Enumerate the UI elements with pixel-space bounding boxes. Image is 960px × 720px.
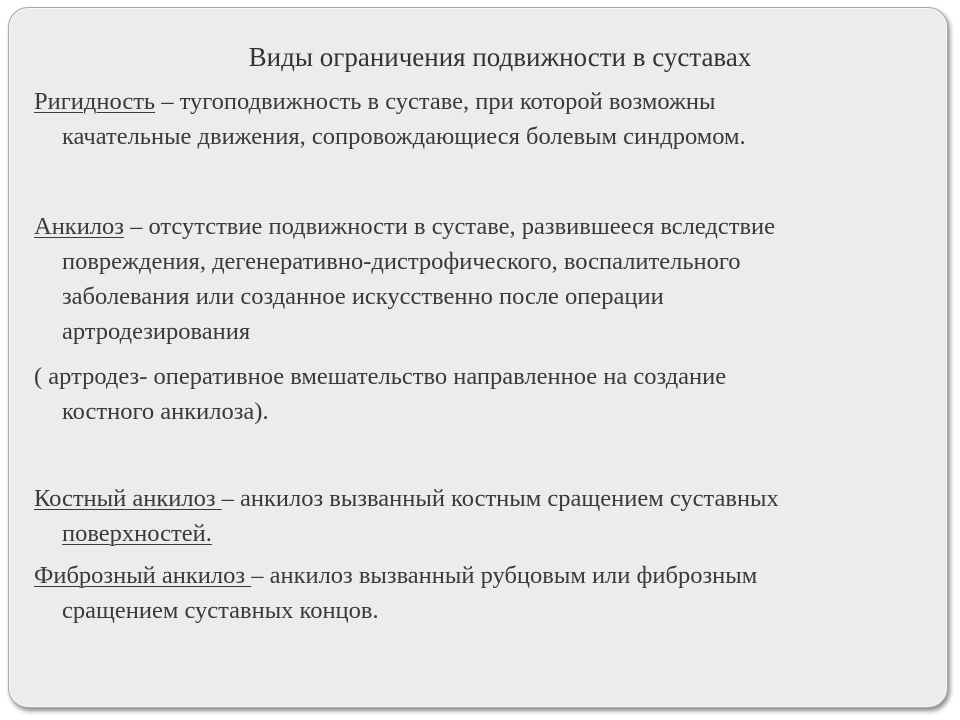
term-fibrous-ankylosis: Фиброзный анкилоз: [34, 562, 252, 589]
definition-bony-ankylosis: [34, 481, 934, 551]
definition-continuation: качательные движения, сопровождающиеся болевым синдромом.: [62, 123, 746, 150]
definition-text: – тугоподвижность в суставе, при которой возможны: [155, 88, 716, 115]
definition-fibrous-ankylosis: [34, 558, 934, 628]
definition-line: [34, 84, 934, 119]
term-ankylosis: Анкилоз: [34, 213, 124, 240]
definition-line: ( артродез- оперативное вмешательство направленное на создание: [34, 363, 727, 390]
definition-text: – анкилоз вызванный костным сращением суставных: [221, 485, 779, 512]
definition-text: – анкилоз вызванный рубцовым или фиброзным: [251, 562, 758, 589]
definition-ankylosis: [34, 209, 934, 349]
term-bony-ankylosis: Костный анкилоз: [34, 485, 222, 512]
term-continuation: поверхностей.: [62, 520, 212, 547]
definition-line: [34, 209, 934, 244]
definition-continuation: повреждения, дегенеративно-дистрофического, воспалительного: [62, 248, 741, 275]
definition-rigidity: [34, 84, 934, 154]
slide-title: Виды ограничения подвижности в суставах: [248, 42, 752, 72]
definition-continuation: [34, 516, 934, 551]
definition-continuation: костного анкилоза).: [62, 398, 269, 425]
definition-line: [34, 481, 934, 516]
definition-continuation: заболевания или созданное искусственно после операции: [62, 283, 664, 310]
definition-continuation: артродезирования: [62, 318, 251, 345]
definition-line: [34, 558, 934, 593]
definition-continuation: сращением суставных концов.: [62, 597, 379, 624]
term-rigidity: Ригидность: [34, 88, 156, 115]
definition-arthrodesis: [34, 359, 934, 429]
definition-text: – отсутствие подвижности в суставе, развившееся вследствие: [123, 213, 776, 240]
